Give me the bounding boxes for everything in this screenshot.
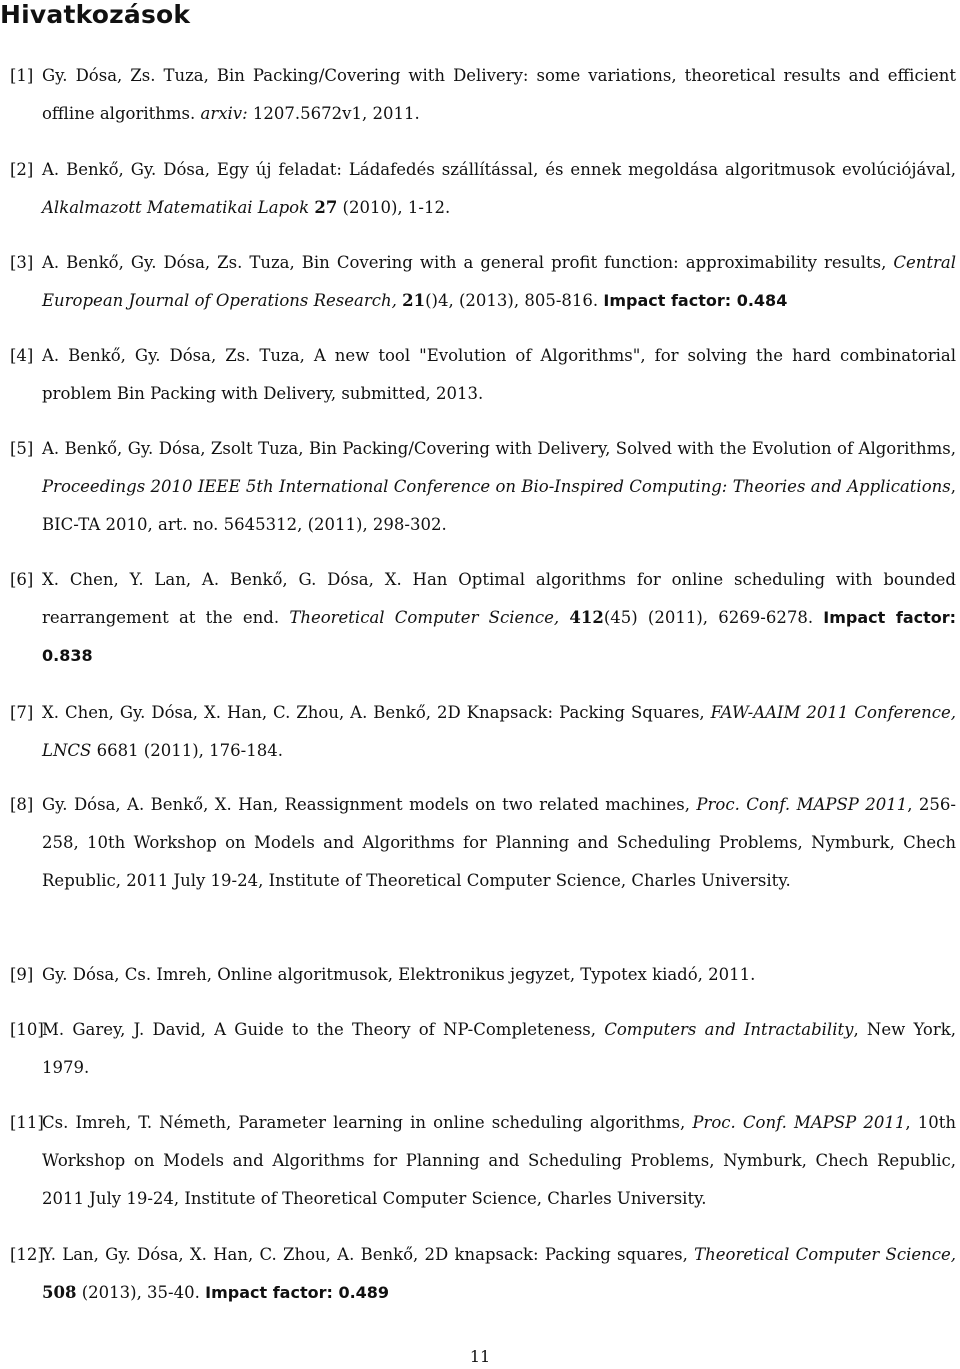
reference-number: [2]: [10, 160, 34, 179]
reference-venue: Central European Journal of Operations Research,: [42, 253, 956, 310]
reference-number: [4]: [10, 346, 34, 365]
reference-number: [12]: [10, 1245, 44, 1264]
reference-number: [3]: [10, 253, 34, 272]
reference-tail: , BIC-TA 2010, art. no. 5645312, (2011), 298-302.: [42, 477, 956, 534]
reference-venue: Proc. Conf. MAPSP 2011: [696, 795, 908, 814]
reference-venue: Proc. Conf. MAPSP 2011: [692, 1113, 906, 1132]
reference-text: Gy. Dósa, Zs. Tuza, Bin Packing/Covering with Delivery: some variations, theoretical results and efficient offline algorithms.: [42, 66, 956, 123]
reference-number: [9]: [10, 965, 34, 984]
reference-item: [10, 151, 956, 227]
reference-venue: Theoretical Computer Science,: [289, 608, 560, 627]
reference-tail: , 10th Workshop on Models and Algorithms for Planning and Scheduling Problems, Nymburk, Chech Republic, 2011 July 19-24, Institute of Theoretical Computer Science, Charles University.: [42, 1113, 956, 1208]
reference-text: Gy. Dósa, Cs. Imreh, Online algoritmusok, Elektronikus jegyzet, Typotex kiadó, 2011.: [42, 965, 756, 984]
reference-tail: , New York, 1979.: [42, 1020, 956, 1077]
impact-factor: Impact factor: 0.484: [603, 291, 788, 310]
reference-venue: Proceedings 2010 IEEE 5th International Conference on Bio-Inspired Computing: Theories and Applications: [42, 477, 951, 496]
page-number: 11: [469, 1347, 491, 1366]
reference-text: Cs. Imreh, T. Németh, Parameter learning in online scheduling algorithms,: [42, 1113, 693, 1132]
page-heading: Hivatkozások: [0, 0, 191, 29]
reference-body: [42, 694, 956, 770]
reference-tail: (2013), 35-40.: [76, 1283, 206, 1302]
reference-volume: 508: [42, 1283, 77, 1302]
reference-text: X. Chen, Y. Lan, A. Benkő, G. Dósa, X. Han Optimal algorithms for online scheduling with bounded rearrangement at the end.: [42, 570, 956, 627]
reference-body: [42, 244, 956, 320]
impact-factor: Impact factor: 0.489: [205, 1283, 390, 1302]
reference-text: X. Chen, Gy. Dósa, X. Han, C. Zhou, A. Benkő, 2D Knapsack: Packing Squares,: [42, 703, 711, 722]
reference-body: [42, 1104, 956, 1218]
reference-text: Gy. Dósa, A. Benkő, X. Han, Reassignment models on two related machines,: [42, 795, 697, 814]
reference-item: [10, 1104, 956, 1218]
reference-item: [10, 694, 956, 770]
reference-number: [11]: [10, 1113, 44, 1132]
reference-text: A. Benkő, Gy. Dósa, Zsolt Tuza, Bin Packing/Covering with Delivery, Solved with the Evolution of Algorithms,: [42, 439, 956, 458]
reference-text: M. Garey, J. David, A Guide to the Theory of NP-Completeness,: [42, 1020, 605, 1039]
reference-tail: ()4, (2013), 805-816.: [425, 291, 604, 310]
reference-number: [7]: [10, 703, 34, 722]
reference-body: [42, 1236, 956, 1312]
reference-body: [42, 1011, 956, 1087]
reference-number: [8]: [10, 795, 34, 814]
reference-text: A. Benkő, Gy. Dósa, Egy új feladat: Ládafedés szállítással, és ennek megoldása algoritmusok evolúciójával,: [42, 160, 956, 179]
reference-volume: 21: [402, 291, 426, 310]
reference-venue: FAW-AAIM 2011 Conference, LNCS: [42, 703, 956, 760]
reference-body: [42, 956, 956, 994]
reference-tail: 6681 (2011), 176-184.: [91, 741, 283, 760]
reference-item: [10, 430, 956, 544]
reference-venue: Computers and Intractability: [604, 1020, 854, 1039]
reference-body: [42, 57, 956, 133]
reference-item: [10, 1236, 956, 1312]
reference-volume: 412: [569, 608, 604, 627]
reference-number: [10]: [10, 1020, 44, 1039]
reference-tail: (2010), 1-12.: [337, 198, 451, 217]
reference-text: A. Benkő, Gy. Dósa, Zs. Tuza, Bin Covering with a general profit function: approximability results,: [42, 253, 894, 272]
reference-venue: arxiv:: [200, 104, 248, 123]
reference-tail: (45) (2011), 6269-6278.: [603, 608, 824, 627]
reference-tail: 1207.5672v1, 2011.: [247, 104, 420, 123]
reference-item: [10, 57, 956, 133]
reference-number: [1]: [10, 66, 34, 85]
reference-item: [10, 1011, 956, 1087]
reference-body: [42, 561, 956, 675]
reference-item: [10, 956, 956, 994]
impact-factor: Impact factor: 0.838: [42, 608, 957, 665]
reference-item: [10, 786, 956, 900]
reference-volume: 27: [314, 198, 338, 217]
reference-item: [10, 561, 956, 675]
reference-tail: , 256-258, 10th Workshop on Models and Algorithms for Planning and Scheduling Problems, Nymburk, Chech Republic, 2011 July 19-24, Institute of Theoretical Computer Science, Charles University.: [42, 795, 956, 890]
reference-venue: Theoretical Computer Science,: [694, 1245, 956, 1264]
reference-venue: Alkalmazott Matematikai Lapok: [42, 198, 310, 217]
reference-body: [42, 151, 956, 227]
reference-body: [42, 430, 956, 544]
reference-body: [42, 786, 956, 900]
reference-number: [5]: [10, 439, 34, 458]
reference-item: [10, 337, 956, 413]
reference-number: [6]: [10, 570, 34, 589]
reference-text: A. Benkő, Gy. Dósa, Zs. Tuza, A new tool "Evolution of Algorithms", for solving the hard combinatorial problem Bin Packing with Delivery, submitted, 2013.: [42, 346, 956, 403]
reference-body: [42, 337, 956, 413]
reference-item: [10, 244, 956, 320]
reference-text: Y. Lan, Gy. Dósa, X. Han, C. Zhou, A. Benkő, 2D knapsack: Packing squares,: [42, 1245, 695, 1264]
